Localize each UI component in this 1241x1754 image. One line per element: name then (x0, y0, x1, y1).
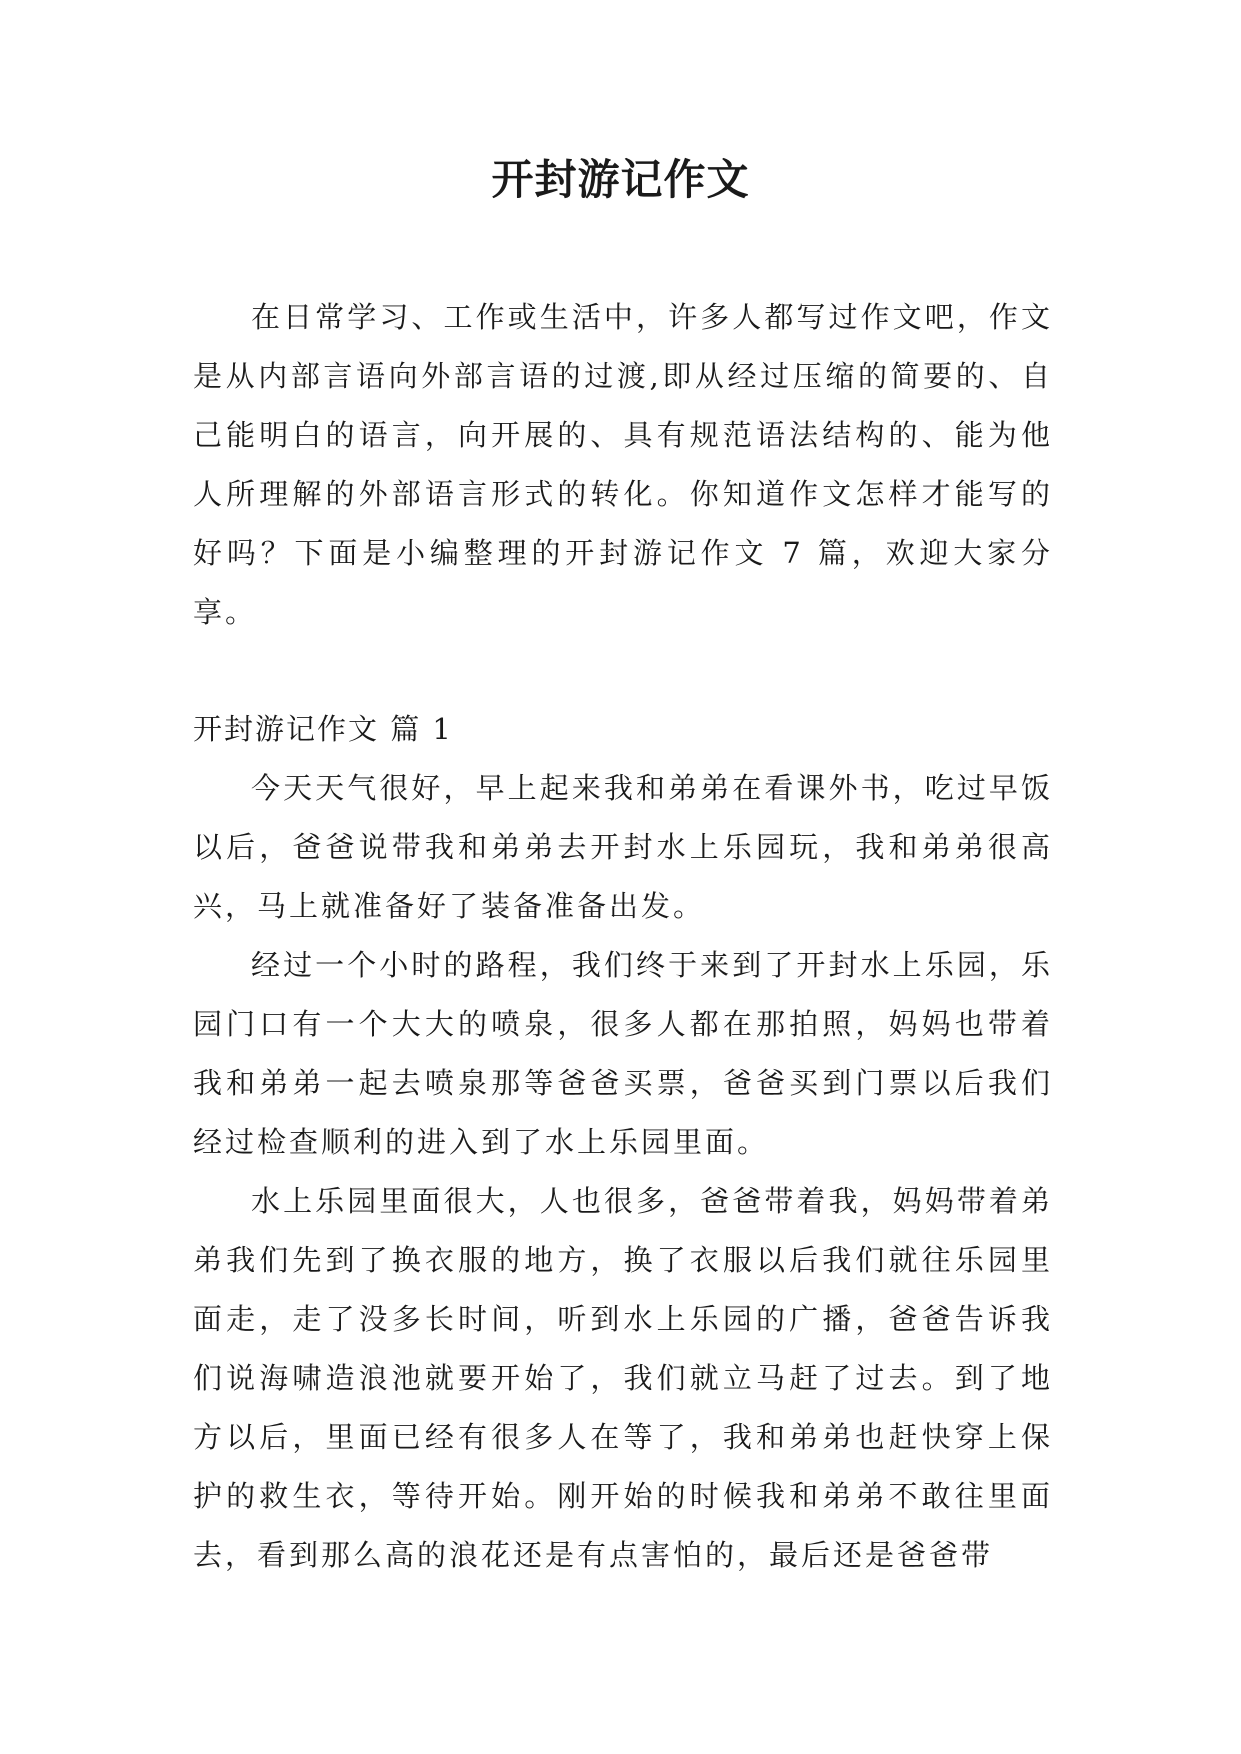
section-paragraph-1: 今天天气很好，早上起来我和弟弟在看课外书，吃过早饭以后，爸爸说带我和弟弟去开封水上乐园玩，我和弟弟很高兴，马上就准备好了装备准备出发。 (193, 771, 1053, 923)
section-heading: 开封游记作文 篇 1 (193, 712, 453, 746)
section-body (193, 759, 1053, 1585)
section-paragraph-3: 水上乐园里面很大，人也很多，爸爸带着我，妈妈带着弟弟我们先到了换衣服的地方，换了衣服以后我们就往乐园里面走，走了没多长时间，听到水上乐园的广播，爸爸告诉我们说海啸造浪池就要开始了，我们就立马赶了过去。到了地方以后，里面已经有很多人在等了，我和弟弟也赶快穿上保护的救生衣，等待开始。刚开始的时候我和弟弟不敢往里面去，看到那么高的浪花还是有点害怕的，最后还是爸爸带 (193, 1184, 1053, 1572)
intro-block (193, 288, 1053, 642)
section-paragraph-2: 经过一个小时的路程，我们终于来到了开封水上乐园，乐园门口有一个大大的喷泉，很多人都在那拍照，妈妈也带着我和弟弟一起去喷泉那等爸爸买票，爸爸买到门票以后我们经过检查顺利的进入到了水上乐园里面。 (193, 948, 1053, 1159)
intro-paragraph: 在日常学习、工作或生活中，许多人都写过作文吧，作文是从内部言语向外部言语的过渡,即从经过压缩的简要的、自己能明白的语言，向开展的、具有规范语法结构的、能为他人所理解的外部语言形式的转化。你知道作文怎样才能写的好吗？下面是小编整理的开封游记作文 7 篇，欢迎大家分享。 (193, 300, 1053, 629)
document-title: 开封游记作文 (491, 155, 750, 204)
